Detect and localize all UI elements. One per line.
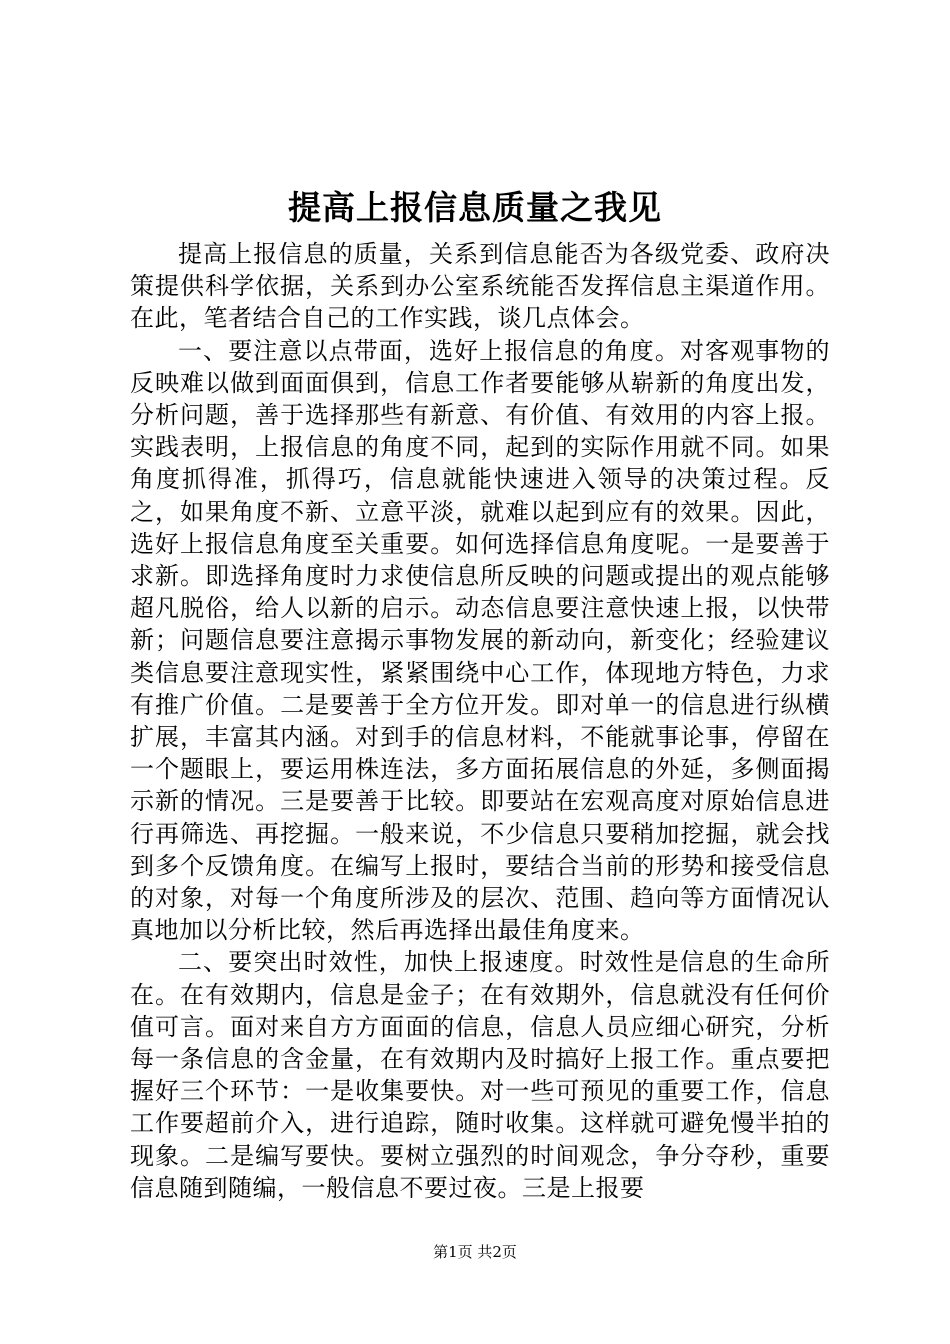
document-title: 提高上报信息质量之我见 [288,188,662,227]
paragraph-intro: 提高上报信息的质量，关系到信息能否为各级党委、政府决策提供科学依据，关系到办公室系统能否发挥信息主渠道作用。在此，笔者结合自己的工作实践，谈几点体会。 [130,240,830,333]
paragraph-section-two: 二、要突出时效性，加快上报速度。时效性是信息的生命所在。在有效期内，信息是金子；在有效期外，信息就没有任何价值可言。面对来自方方面面的信息，信息人员应细心研究，分析每一条信息的含金量，在有效期内及时搞好上报工作。重点要把握好三个环节：一是收集要快。对一些可预见的重要工作，信息工作要超前介入，进行追踪，随时收集。这样就可避免慢半拍的现象。二是编写要快。要树立强烈的时间观念，争分夺秒，重要信息随到随编，一般信息不要过夜。三是上报要 [130,948,830,1202]
page-footer: 第1页 共2页 [433,1243,517,1261]
paragraph-section-one: 一、要注意以点带面，选好上报信息的角度。对客观事物的反映难以做到面面俱到，信息工作者要能够从崭新的角度出发，分析问题，善于选择那些有新意、有价值、有效用的内容上报。实践表明，上报信息的角度不同，起到的实际作用就不同。如果角度抓得准，抓得巧，信息就能快速进入领导的决策过程。反之，如果角度不新、立意平淡，就难以起到应有的效果。因此，选好上报信息角度至关重要。如何选择信息角度呢。一是要善于求新。即选择角度时力求使信息所反映的问题或提出的观点能够超凡脱俗，给人以新的启示。动态信息要注意快速上报，以快带新；问题信息要注意揭示事物发展的新动向，新变化；经验建议类信息要注意现实性，紧紧围绕中心工作，体现地方特色，力求有推广价值。二是要善于全方位开发。即对单一的信息进行纵横扩展，丰富其内涵。对到手的信息材料，不能就事论事，停留在一个题眼上，要运用株连法，多方面拓展信息的外延，多侧面揭示新的情况。三是要善于比较。即要站在宏观高度对原始信息进行再筛选、再挖掘。一般来说，不少信息只要稍加挖掘，就会找到多个反馈角度。在编写上报时，要结合当前的形势和接受信息的对象，对每一个角度所涉及的层次、范围、趋向等方面情况认真地加以分析比较，然后再选择出最佳角度来。 [130,336,830,945]
document-body [130,238,830,1204]
